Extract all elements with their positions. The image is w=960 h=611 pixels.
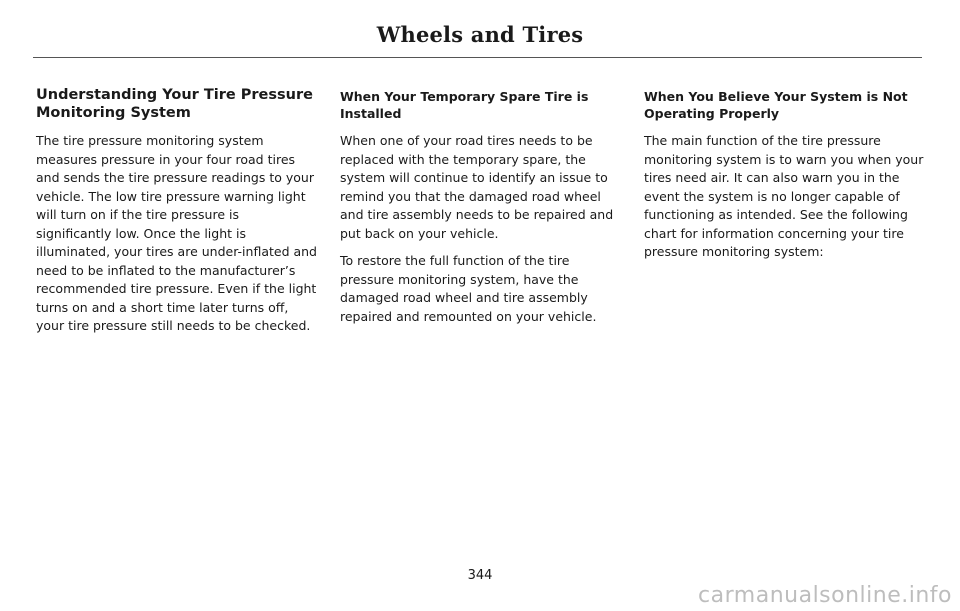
- page-title: Wheels and Tires: [376, 22, 584, 47]
- page-number: 344: [467, 568, 493, 583]
- column-middle: [340, 86, 622, 335]
- section-heading-tpms: Understanding Your Tire Pressure Monitoring System: [36, 87, 313, 121]
- paragraph-system-not-operating: The main function of the tire pressure monitoring system is to warn you when your tires need air. It can also warn you in the event the system is no longer capable of functioning as intended. See the following chart for information concerning your tire pressure monitoring system:: [644, 133, 924, 259]
- paragraph-tpms-overview: The tire pressure monitoring system measures pressure in your four road tires and sends the tire pressure readings to your vehicle. The low tire pressure warning light will turn on if the tire pressure is significantly low. Once the light is illuminated, your tires are under-inflated and need to be inflated to the manufacturer’s recommended tire pressure. Even if the light turns on and a short time later turns off, your tire pressure still needs to be checked.: [36, 133, 317, 333]
- paragraph-spare-tire-2: To restore the full function of the tire pressure monitoring system, have the damaged road wheel and tire assembly repaired and remounted on your vehicle.: [340, 253, 597, 324]
- section-heading-system-not-operating: When You Believe Your System is Not Operating Properly: [644, 89, 908, 121]
- column-left: [36, 86, 318, 345]
- header-divider: [33, 57, 922, 58]
- paragraph-spare-tire-1: When one of your road tires needs to be replaced with the temporary spare, the system will continue to identify an issue to remind you that the damaged road wheel and tire assembly needs to be repaired and put back on your vehicle.: [340, 133, 614, 241]
- column-right: [644, 86, 926, 271]
- watermark: carmanualsonline.info: [698, 583, 952, 608]
- section-heading-spare-tire: When Your Temporary Spare Tire is Installed: [340, 89, 589, 121]
